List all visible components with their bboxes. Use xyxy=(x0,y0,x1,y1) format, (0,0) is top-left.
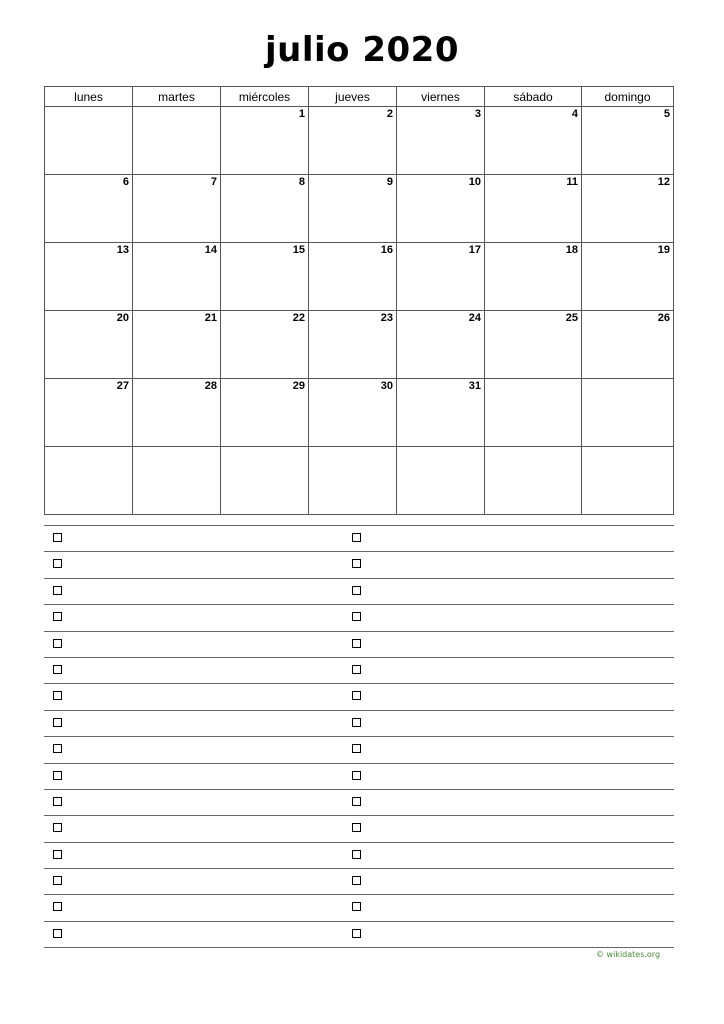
calendar-day-cell xyxy=(133,447,221,515)
checkbox-icon[interactable] xyxy=(352,559,361,568)
checklist-row xyxy=(44,736,674,762)
calendar-day-cell xyxy=(485,175,582,243)
checklist-row xyxy=(44,921,674,948)
day-number xyxy=(485,379,581,380)
checklist-row xyxy=(44,842,674,868)
calendar-day-cell xyxy=(221,243,309,311)
checklist-row xyxy=(44,551,674,577)
checklist-row xyxy=(44,789,674,815)
checkbox-icon[interactable] xyxy=(53,929,62,938)
calendar-grid xyxy=(44,86,674,515)
calendar-week-row xyxy=(45,243,674,311)
calendar-day-cell xyxy=(309,175,397,243)
checkbox-icon[interactable] xyxy=(352,665,361,674)
checklist-row xyxy=(44,894,674,920)
day-number: 28 xyxy=(204,380,217,392)
day-number: 17 xyxy=(468,244,481,256)
day-number: 7 xyxy=(210,176,217,188)
day-number: 31 xyxy=(468,380,481,392)
checkbox-icon[interactable] xyxy=(53,639,62,648)
calendar-day-cell xyxy=(582,107,674,175)
day-number: 19 xyxy=(657,244,670,256)
checkbox-icon[interactable] xyxy=(53,771,62,780)
checkbox-icon[interactable] xyxy=(53,718,62,727)
day-number xyxy=(45,447,132,448)
calendar-week-row xyxy=(45,175,674,243)
checkbox-icon[interactable] xyxy=(352,850,361,859)
checkbox-icon[interactable] xyxy=(352,929,361,938)
weekday-header: sábado xyxy=(485,87,582,107)
weekday-header-row xyxy=(45,87,674,107)
checkbox-icon[interactable] xyxy=(352,771,361,780)
checkbox-icon[interactable] xyxy=(352,586,361,595)
day-number: 25 xyxy=(565,312,578,324)
checkbox-icon[interactable] xyxy=(352,876,361,885)
day-number: 6 xyxy=(122,176,129,188)
checklist-row xyxy=(44,657,674,683)
calendar-week-row xyxy=(45,447,674,515)
weekday-header: martes xyxy=(133,87,221,107)
calendar-day-cell xyxy=(397,175,485,243)
day-number: 3 xyxy=(474,108,481,120)
weekday-header: domingo xyxy=(582,87,674,107)
calendar-day-cell xyxy=(582,243,674,311)
checklist xyxy=(44,525,674,948)
calendar-day-cell xyxy=(582,379,674,447)
calendar-day-cell xyxy=(221,379,309,447)
day-number: 29 xyxy=(292,380,305,392)
day-number: 2 xyxy=(386,108,393,120)
calendar-week-row xyxy=(45,379,674,447)
checkbox-icon[interactable] xyxy=(53,665,62,674)
checklist-row xyxy=(44,815,674,841)
calendar-day-cell xyxy=(45,175,133,243)
calendar-day-cell xyxy=(221,107,309,175)
checkbox-icon[interactable] xyxy=(352,823,361,832)
calendar-day-cell xyxy=(582,175,674,243)
day-number: 15 xyxy=(292,244,305,256)
day-number xyxy=(45,107,132,108)
day-number: 9 xyxy=(386,176,393,188)
day-number: 24 xyxy=(468,312,481,324)
day-number: 21 xyxy=(204,312,217,324)
calendar-day-cell xyxy=(45,311,133,379)
day-number: 23 xyxy=(380,312,393,324)
calendar-day-cell xyxy=(133,379,221,447)
weekday-header: miércoles xyxy=(221,87,309,107)
day-number: 16 xyxy=(380,244,393,256)
day-number xyxy=(397,447,484,448)
calendar-day-cell xyxy=(309,447,397,515)
calendar-day-cell xyxy=(582,311,674,379)
day-number: 27 xyxy=(116,380,129,392)
calendar-day-cell xyxy=(582,447,674,515)
checkbox-icon[interactable] xyxy=(352,744,361,753)
checkbox-icon[interactable] xyxy=(352,902,361,911)
day-number: 14 xyxy=(204,244,217,256)
checkbox-icon[interactable] xyxy=(53,902,62,911)
calendar-day-cell xyxy=(309,107,397,175)
checklist-row xyxy=(44,578,674,604)
calendar-day-cell xyxy=(45,107,133,175)
day-number: 5 xyxy=(663,108,670,120)
calendar-week-row xyxy=(45,311,674,379)
calendar-day-cell xyxy=(485,107,582,175)
checkbox-icon[interactable] xyxy=(352,797,361,806)
checkbox-icon[interactable] xyxy=(53,533,62,542)
checkbox-icon[interactable] xyxy=(53,823,62,832)
checkbox-icon[interactable] xyxy=(53,797,62,806)
calendar-week-row xyxy=(45,107,674,175)
checkbox-icon[interactable] xyxy=(352,533,361,542)
checkbox-icon[interactable] xyxy=(352,718,361,727)
calendar-day-cell xyxy=(45,243,133,311)
checkbox-icon[interactable] xyxy=(53,691,62,700)
day-number xyxy=(485,447,581,448)
day-number xyxy=(582,379,673,380)
day-number: 4 xyxy=(571,108,578,120)
calendar-day-cell xyxy=(485,379,582,447)
calendar-day-cell xyxy=(397,447,485,515)
day-number: 10 xyxy=(468,176,481,188)
day-number: 30 xyxy=(380,380,393,392)
calendar-day-cell xyxy=(309,379,397,447)
calendar-day-cell xyxy=(397,243,485,311)
footer-credit: © wikidates.org xyxy=(596,950,661,959)
checkbox-icon[interactable] xyxy=(352,639,361,648)
calendar-day-cell xyxy=(133,243,221,311)
checkbox-icon[interactable] xyxy=(53,612,62,621)
checklist-row xyxy=(44,525,674,551)
checkbox-icon[interactable] xyxy=(53,559,62,568)
checkbox-icon[interactable] xyxy=(53,850,62,859)
day-number: 1 xyxy=(298,108,305,120)
checklist-row xyxy=(44,763,674,789)
day-number xyxy=(133,447,220,448)
checklist-row xyxy=(44,710,674,736)
day-number: 8 xyxy=(298,176,305,188)
calendar-day-cell xyxy=(221,447,309,515)
day-number: 11 xyxy=(566,176,578,188)
checklist-row xyxy=(44,683,674,709)
checklist-row xyxy=(44,868,674,894)
weekday-header: jueves xyxy=(309,87,397,107)
calendar-day-cell xyxy=(133,107,221,175)
checkbox-icon[interactable] xyxy=(53,876,62,885)
calendar-day-cell xyxy=(309,243,397,311)
day-number xyxy=(309,447,396,448)
checklist-row xyxy=(44,631,674,657)
day-number: 12 xyxy=(657,176,670,188)
day-number: 18 xyxy=(565,244,578,256)
day-number xyxy=(582,447,673,448)
day-number: 26 xyxy=(657,312,670,324)
calendar-day-cell xyxy=(45,447,133,515)
day-number xyxy=(133,107,220,108)
weekday-header: lunes xyxy=(45,87,133,107)
checkbox-icon[interactable] xyxy=(352,691,361,700)
calendar-day-cell xyxy=(397,379,485,447)
day-number: 22 xyxy=(292,312,305,324)
day-number xyxy=(221,447,308,448)
calendar-day-cell xyxy=(485,243,582,311)
day-number: 20 xyxy=(116,312,129,324)
calendar-day-cell xyxy=(397,311,485,379)
calendar-day-cell xyxy=(485,311,582,379)
calendar-day-cell xyxy=(485,447,582,515)
checkbox-icon[interactable] xyxy=(352,612,361,621)
calendar-day-cell xyxy=(309,311,397,379)
calendar-day-cell xyxy=(221,311,309,379)
checklist-row xyxy=(44,604,674,630)
calendar-body xyxy=(45,107,674,515)
calendar-title: julio 2020 xyxy=(265,30,459,70)
calendar-day-cell xyxy=(397,107,485,175)
calendar-day-cell xyxy=(133,175,221,243)
calendar-day-cell xyxy=(221,175,309,243)
checkbox-icon[interactable] xyxy=(53,586,62,595)
calendar-day-cell xyxy=(45,379,133,447)
weekday-header: viernes xyxy=(397,87,485,107)
checkbox-icon[interactable] xyxy=(53,744,62,753)
day-number: 13 xyxy=(116,244,129,256)
calendar-day-cell xyxy=(133,311,221,379)
